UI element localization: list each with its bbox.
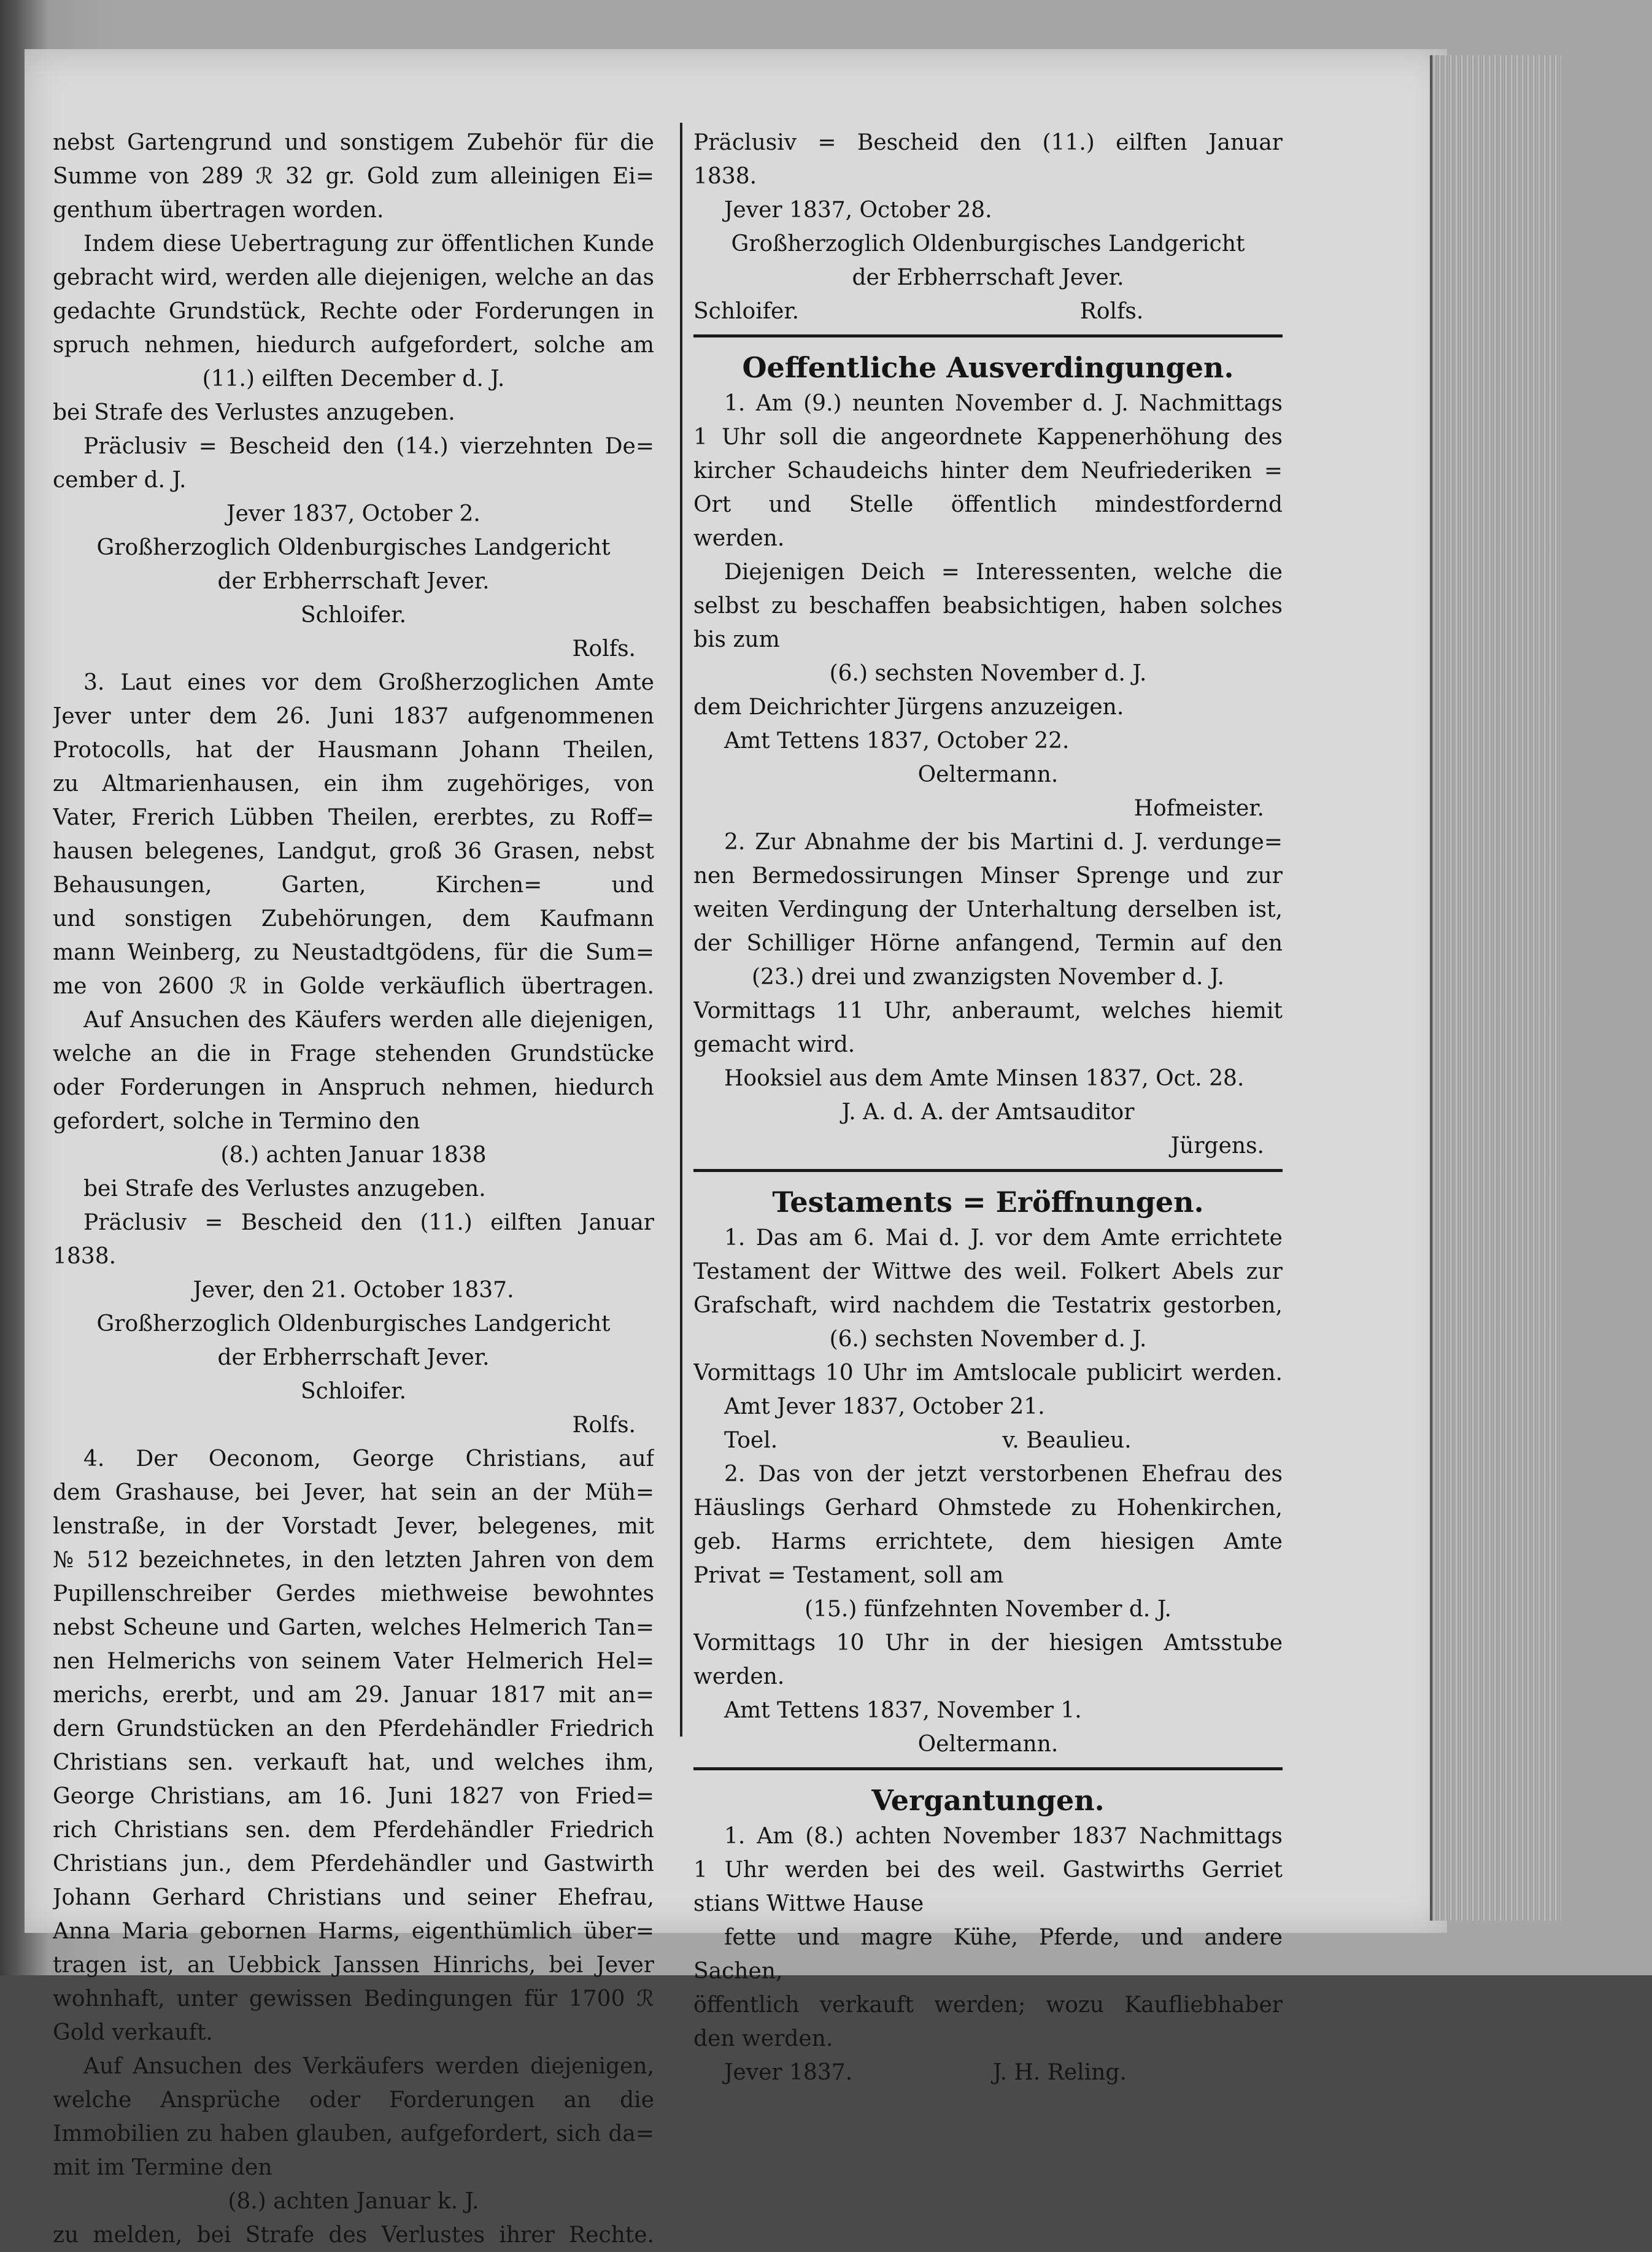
- text-line: Pupillenschreiber Gerdes miethweise bewohntes: [53, 1581, 654, 1606]
- text-line: (8.) achten Januar k. J.: [228, 2189, 479, 2214]
- text-line: welche Ansprüche oder Forderungen an die: [53, 2088, 654, 2113]
- section-rule: [693, 334, 1283, 337]
- text-line: Christians jun., dem Pferdehändler und Gastwirth: [53, 1851, 654, 1876]
- text-line: 1. Am (9.) neunten November d. J. Nachmittags: [724, 391, 1283, 416]
- text-line: Toel. v. Beaulieu.: [724, 1428, 1132, 1453]
- text-line: (6.) sechsten November d. J.: [829, 661, 1147, 686]
- text-line: Großherzoglich Oldenburgisches Landgericht: [96, 1311, 611, 1336]
- text-line: hausen belegenes, Landgut, groß 36 Grasen, nebst: [53, 839, 654, 864]
- text-line: nebst Scheune und Garten, welches Helmerich Tan=: [53, 1615, 654, 1640]
- text-line: Hofmeister.: [1133, 796, 1264, 821]
- text-line: weiten Verdingung der Unterhaltung derselben ist,: [693, 897, 1283, 922]
- text-line: selbst zu beschaffen beabsichtigen, haben solches: [693, 593, 1283, 619]
- text-line: bis zum: [693, 627, 780, 652]
- text-line: Schloifer. Rolfs.: [693, 299, 1144, 324]
- text-line: Hooksiel aus dem Amte Minsen 1837, Oct. 28.: [724, 1066, 1245, 1091]
- text-line: kircher Schaudeichs hinter dem Neufriederiken =: [693, 458, 1283, 484]
- column-divider: [680, 123, 682, 1737]
- text-line: Großherzoglich Oldenburgisches Landgericht: [96, 535, 611, 560]
- text-line: gebracht wird, werden alle diejenigen, welche an das: [53, 265, 654, 290]
- text-line: 1. Das am 6. Mai d. J. vor dem Amte errichtete: [724, 1225, 1283, 1251]
- text-line: Anna Maria gebornen Harms, eigenthümlich über=: [53, 1919, 654, 1944]
- text-line: Jever 1837, October 2.: [226, 501, 481, 526]
- text-line: Vormittags 11 Uhr, anberaumt, welches hiemit: [693, 998, 1283, 1024]
- text-line: rich Christians sen. dem Pferdehändler Friedrich: [53, 1818, 654, 1843]
- section-testaments: [693, 1221, 1283, 1761]
- text-line: dem Deichrichter Jürgens anzuzeigen.: [693, 695, 1124, 720]
- text-line: bei Strafe des Verlustes anzugeben.: [53, 400, 455, 425]
- left-column: [53, 126, 654, 2252]
- text-line: Privat = Testament, soll am: [693, 1563, 1004, 1588]
- text-line: 2. Zur Abnahme der bis Martini d. J. verdunge=: [724, 830, 1283, 855]
- text-line: zu Altmarienhausen, ein ihm zugehöriges, von: [53, 771, 654, 796]
- text-line: 1 Uhr werden bei des weil. Gastwirths Gerriet: [693, 1857, 1283, 1883]
- text-line: dem Grashause, bei Jever, hat sein an der Müh=: [53, 1480, 654, 1505]
- text-line: George Christians, am 16. Juni 1827 von Fried=: [53, 1784, 654, 1809]
- text-line: (15.) fünfzehnten November d. J.: [805, 1597, 1171, 1622]
- text-line: genthum übertragen worden.: [53, 198, 384, 223]
- text-line: (23.) drei und zwanzigsten November d. J.: [752, 965, 1224, 990]
- text-line: Oeltermann.: [917, 1732, 1059, 1757]
- text-line: 1838.: [693, 164, 757, 189]
- text-line: Summe von 289 ℛ 32 gr. Gold zum alleinigen Ei=: [53, 164, 654, 189]
- text-line: Ort und Stelle öffentlich mindestfordernd: [693, 492, 1283, 517]
- text-line: öffentlich verkauft werden; wozu Kaufliebhaber: [693, 1992, 1283, 2018]
- text-line: den werden.: [693, 2026, 833, 2051]
- text-line: 4. Der Oeconom, George Christians, auf: [83, 1446, 654, 1471]
- text-line: J. A. d. A. der Amtsauditor: [841, 1100, 1135, 1125]
- text-line: der Erbherrschaft Jever.: [217, 569, 490, 594]
- text-line: der Erbherrschaft Jever.: [217, 1345, 490, 1370]
- text-line: Grafschaft, wird nachdem die Testatrix gestorben,: [693, 1293, 1283, 1318]
- text-line: Sachen,: [693, 1959, 783, 1984]
- text-line: gemacht wird.: [693, 1032, 855, 1057]
- section-rule: [693, 1767, 1283, 1770]
- text-line: Großherzoglich Oldenburgisches Landgericht: [731, 231, 1245, 256]
- text-line: (6.) sechsten November d. J.: [829, 1327, 1147, 1352]
- text-line: Präclusiv = Bescheid den (11.) eilften Januar: [83, 1210, 654, 1235]
- text-line: Christians sen. verkauft hat, und welches ihm,: [53, 1750, 654, 1775]
- text-line: Häuslings Gerhard Ohmstede zu Hohenkirchen,: [693, 1495, 1283, 1521]
- text-line: Auf Ansuchen des Verkäufers werden diejenigen,: [83, 2054, 654, 2079]
- text-line: Schloifer.: [300, 1379, 407, 1404]
- text-line: Jever 1837. J. H. Reling.: [724, 2060, 1127, 2085]
- text-line: wohnhaft, unter gewissen Bedingungen für 1700 ℛ: [53, 1986, 654, 2011]
- text-line: Präclusiv = Bescheid den (14.) vierzehnten De=: [83, 434, 654, 459]
- text-line: dern Grundstücken an den Pferdehändler Friedrich: [53, 1716, 654, 1741]
- text-line: № 512 bezeichnetes, in den letzten Jahren von dem: [53, 1548, 654, 1573]
- text-line: welche an die in Frage stehenden Grundstücke: [53, 1041, 654, 1066]
- text-line: merichs, ererbt, und am 29. Januar 1817 mit an=: [53, 1683, 654, 1708]
- text-line: 1838.: [53, 1244, 117, 1269]
- text-line: nebst Gartengrund und sonstigem Zubehör für die: [53, 130, 654, 155]
- text-line: Jever 1837, October 28.: [724, 198, 992, 223]
- text-line: tragen ist, an Uebbick Janssen Hinrichs, bei Jever: [53, 1953, 654, 1978]
- text-line: Behausungen, Garten, Kirchen= und: [53, 873, 654, 898]
- text-line: Immobilien zu haben glauben, aufgefordert, sich da=: [53, 2121, 654, 2146]
- text-line: Johann Gerhard Christians und seiner Ehefrau,: [53, 1885, 654, 1910]
- text-line: Diejenigen Deich = Interessenten, welche die: [724, 560, 1283, 585]
- text-line: der Schilliger Hörne anfangend, Termin auf den: [693, 931, 1283, 956]
- text-line: Indem diese Uebertragung zur öffentlichen Kunde: [83, 231, 654, 256]
- text-line: (11.) eilften December d. J.: [202, 366, 505, 391]
- text-line: Jever, den 21. October 1837.: [193, 1278, 514, 1303]
- carryover-notice: [693, 126, 1283, 328]
- section-vergantungen: [693, 1819, 1283, 2089]
- text-line: nen Helmerichs von seinem Vater Helmerich Hel=: [53, 1649, 654, 1674]
- right-column: [693, 126, 1283, 2089]
- text-line: spruch nehmen, hiedurch aufgefordert, solche am: [53, 333, 654, 358]
- text-line: nen Bermedossirungen Minser Sprenge und zur: [693, 863, 1283, 889]
- text-line: bei Strafe des Verlustes anzugeben.: [83, 1176, 486, 1201]
- text-line: Amt Tettens 1837, November 1.: [724, 1698, 1082, 1723]
- text-line: lenstraße, in der Vorstadt Jever, belegenes, mit: [53, 1514, 654, 1539]
- text-line: Rolfs.: [572, 636, 636, 661]
- text-line: zu melden, bei Strafe des Verlustes ihrer Rechte.: [53, 2223, 654, 2248]
- text-line: oder Forderungen in Anspruch nehmen, hiedurch: [53, 1075, 654, 1100]
- text-line: Jürgens.: [1170, 1133, 1264, 1159]
- text-line: Testament der Wittwe des weil. Folkert Abels zur: [693, 1259, 1283, 1284]
- text-line: mit im Termine den: [53, 2155, 272, 2180]
- text-line: Auf Ansuchen des Käufers werden alle diejenigen,: [83, 1008, 654, 1033]
- text-line: cember d. J.: [53, 468, 187, 493]
- text-line: Amt Jever 1837, October 21.: [724, 1394, 1045, 1419]
- text-line: und sonstigen Zubehörungen, dem Kaufmann: [53, 906, 654, 931]
- text-line: geb. Harms errichtete, dem hiesigen Amte: [693, 1529, 1283, 1554]
- text-line: Jever unter dem 26. Juni 1837 aufgenommenen: [53, 704, 654, 729]
- text-line: 1. Am (8.) achten November 1837 Nachmittags: [724, 1824, 1283, 1849]
- text-line: Präclusiv = Bescheid den (11.) eilften Januar: [693, 130, 1283, 155]
- text-line: gedachte Grundstück, Rechte oder Forderungen in: [53, 299, 654, 324]
- text-line: 1 Uhr soll die angeordnete Kappenerhöhung des: [693, 425, 1283, 450]
- text-line: Protocolls, hat der Hausmann Johann Theilen,: [53, 738, 654, 763]
- text-line: Oeltermann.: [917, 762, 1059, 787]
- section-title-ausverdingungen: Oeffentliche Ausverdingungen.: [742, 351, 1234, 384]
- text-line: der Erbherrschaft Jever.: [852, 265, 1124, 290]
- text-line: 2. Das von der jetzt verstorbenen Ehefrau des: [724, 1462, 1283, 1487]
- text-line: 3. Laut eines vor dem Großherzoglichen Amte: [83, 670, 654, 695]
- text-line: Vormittags 10 Uhr im Amtslocale publicirt werden.: [693, 1360, 1283, 1386]
- text-line: me von 2600 ℛ in Golde verkäuflich übertragen.: [53, 974, 654, 999]
- section-rule: [693, 1169, 1283, 1172]
- book-page-edges: [1430, 55, 1561, 1921]
- text-line: werden.: [693, 526, 785, 551]
- text-line: Amt Tettens 1837, October 22.: [724, 728, 1070, 754]
- section-title-testaments: Testaments = Eröffnungen.: [772, 1186, 1204, 1219]
- text-line: fette und magre Kühe, Pferde, und andere: [724, 1925, 1283, 1950]
- text-line: mann Weinberg, zu Neustadtgödens, für die Sum=: [53, 940, 654, 965]
- text-line: stians Wittwe Hause: [693, 1891, 924, 1916]
- text-line: Rolfs.: [572, 1413, 636, 1438]
- text-line: Vormittags 10 Uhr in der hiesigen Amtsstube: [693, 1630, 1283, 1656]
- text-line: Vater, Frerich Lübben Theilen, ererbtes, zu Roff=: [53, 805, 654, 830]
- section-ausverdingungen: [693, 387, 1283, 1163]
- section-title-vergantungen: Vergantungen.: [871, 1784, 1105, 1817]
- text-line: werden.: [693, 1664, 785, 1689]
- text-line: Schloifer.: [300, 603, 407, 628]
- text-line: Gold verkauft.: [53, 2020, 213, 2045]
- text-line: (8.) achten Januar 1838: [220, 1143, 487, 1168]
- text-line: gefordert, solche in Termino den: [53, 1109, 420, 1134]
